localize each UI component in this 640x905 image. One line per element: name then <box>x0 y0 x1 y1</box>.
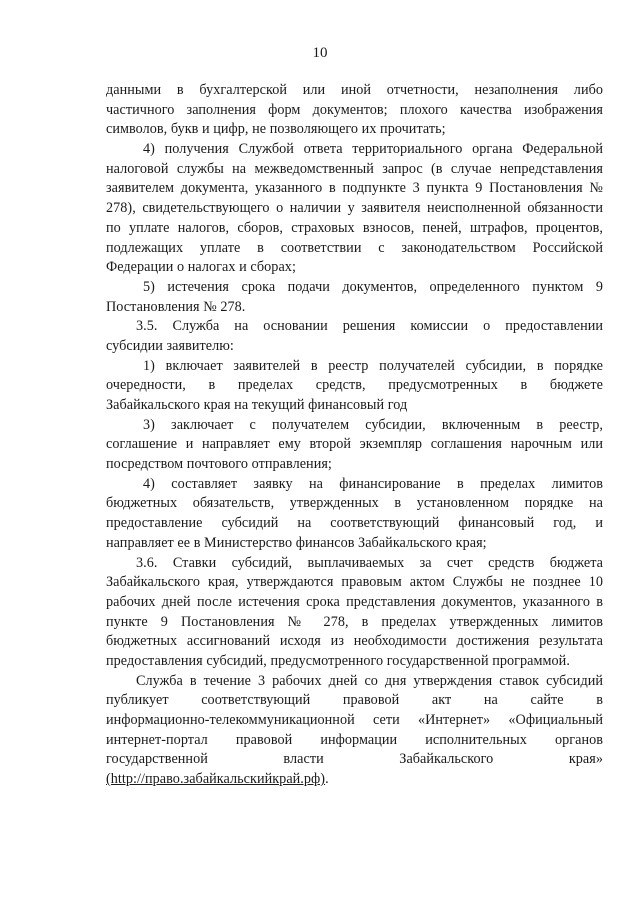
text-line: рабочих дней после истечения срока представления документов, указанного в <box>106 593 603 610</box>
text-line: налоговой службы на межведомственный запрос (в случае непредставления <box>106 160 603 177</box>
text-line: 3) заключает с получателем субсидии, включенным в реестр, <box>143 416 603 433</box>
text-line: Служба в течение 3 рабочих дней со дня утверждения ставок субсидий <box>136 672 603 689</box>
text-line: бюджетных ассигнований исходя из необходимости достижения результата <box>106 633 603 650</box>
text-line: заявителем документа, указанного в подпункте 3 пункта 9 Постановления № <box>106 180 603 197</box>
link-trailing-punctuation: . <box>325 771 329 788</box>
portal-link[interactable]: (http://право.забайкальскийкрай.рф) <box>106 771 326 788</box>
text-line: символов, букв и цифр, не позволяющего их прочитать; <box>106 121 446 138</box>
text-line: 4) составляет заявку на финансирование в пределах лимитов <box>143 475 603 492</box>
text-line: субсидии заявителю: <box>106 337 234 354</box>
text-line: предоставления субсидий, предусмотренного государственной программой. <box>106 652 570 669</box>
text-line: 1) включает заявителей в реестр получателей субсидии, в порядке <box>143 357 603 374</box>
text-line: 278), свидетельствующего о наличии у заявителя неисполненной обязанности <box>106 200 603 217</box>
text-line: подлежащих уплате в соответствии с законодательством Российской <box>106 239 603 256</box>
text-line: государственной власти Забайкальского края» <box>106 751 603 768</box>
text-line: Постановления № 278. <box>106 298 246 315</box>
text-line: Забайкальского края, утверждаются правовым актом Службы не позднее 10 <box>106 574 603 591</box>
text-line: данными в бухгалтерской или иной отчетности, незаполнения либо <box>106 82 603 98</box>
text-line: интернет-портал правовой информации исполнительных органов <box>106 731 603 748</box>
text-line <box>106 770 603 790</box>
text-line: Федерации о налогах и сборах; <box>106 259 296 276</box>
text-line: по уплате налогов, сборов, страховых взносов, пеней, штрафов, процентов, <box>106 219 603 236</box>
text-line: Забайкальского края на текущий финансовый год <box>106 397 408 413</box>
page-number: 10 <box>312 45 328 61</box>
text-line: 3.6. Ставки субсидий, выплачиваемых за счет средств бюджета <box>136 554 603 571</box>
text-line: 3.5. Служба на основании решения комиссии о предоставлении <box>136 318 603 335</box>
text-line: 4) получения Службой ответа территориального органа Федеральной <box>143 141 603 158</box>
text-line: 5) истечения срока подачи документов, определенного пунктом 9 <box>143 278 603 295</box>
text-line: очередности, в пределах средств, предусмотренных в бюджете <box>106 377 603 394</box>
text-line: направляет ее в Министерство финансов Забайкальского края; <box>106 534 487 551</box>
text-line: частичного заполнения форм документов; плохого качества изображения <box>106 101 603 118</box>
text-line: соглашение и направляет ему второй экземпляр соглашения нарочным или <box>106 436 603 453</box>
text-line: пункте 9 Постановления № 278, в пределах утвержденных лимитов <box>106 613 603 630</box>
text-line: информационно-телекоммуникационной сети «Интернет» «Официальный <box>106 712 603 728</box>
text-line: посредством почтового отправления; <box>106 456 332 473</box>
text-line: предоставление субсидий на соответствующий финансовый год, и <box>106 515 603 532</box>
text-line: публикует соответствующий правовой акт на сайте в <box>106 692 603 709</box>
text-line: бюджетных обязательств, утвержденных в установленном порядке на <box>106 495 603 512</box>
document-body <box>106 81 603 790</box>
